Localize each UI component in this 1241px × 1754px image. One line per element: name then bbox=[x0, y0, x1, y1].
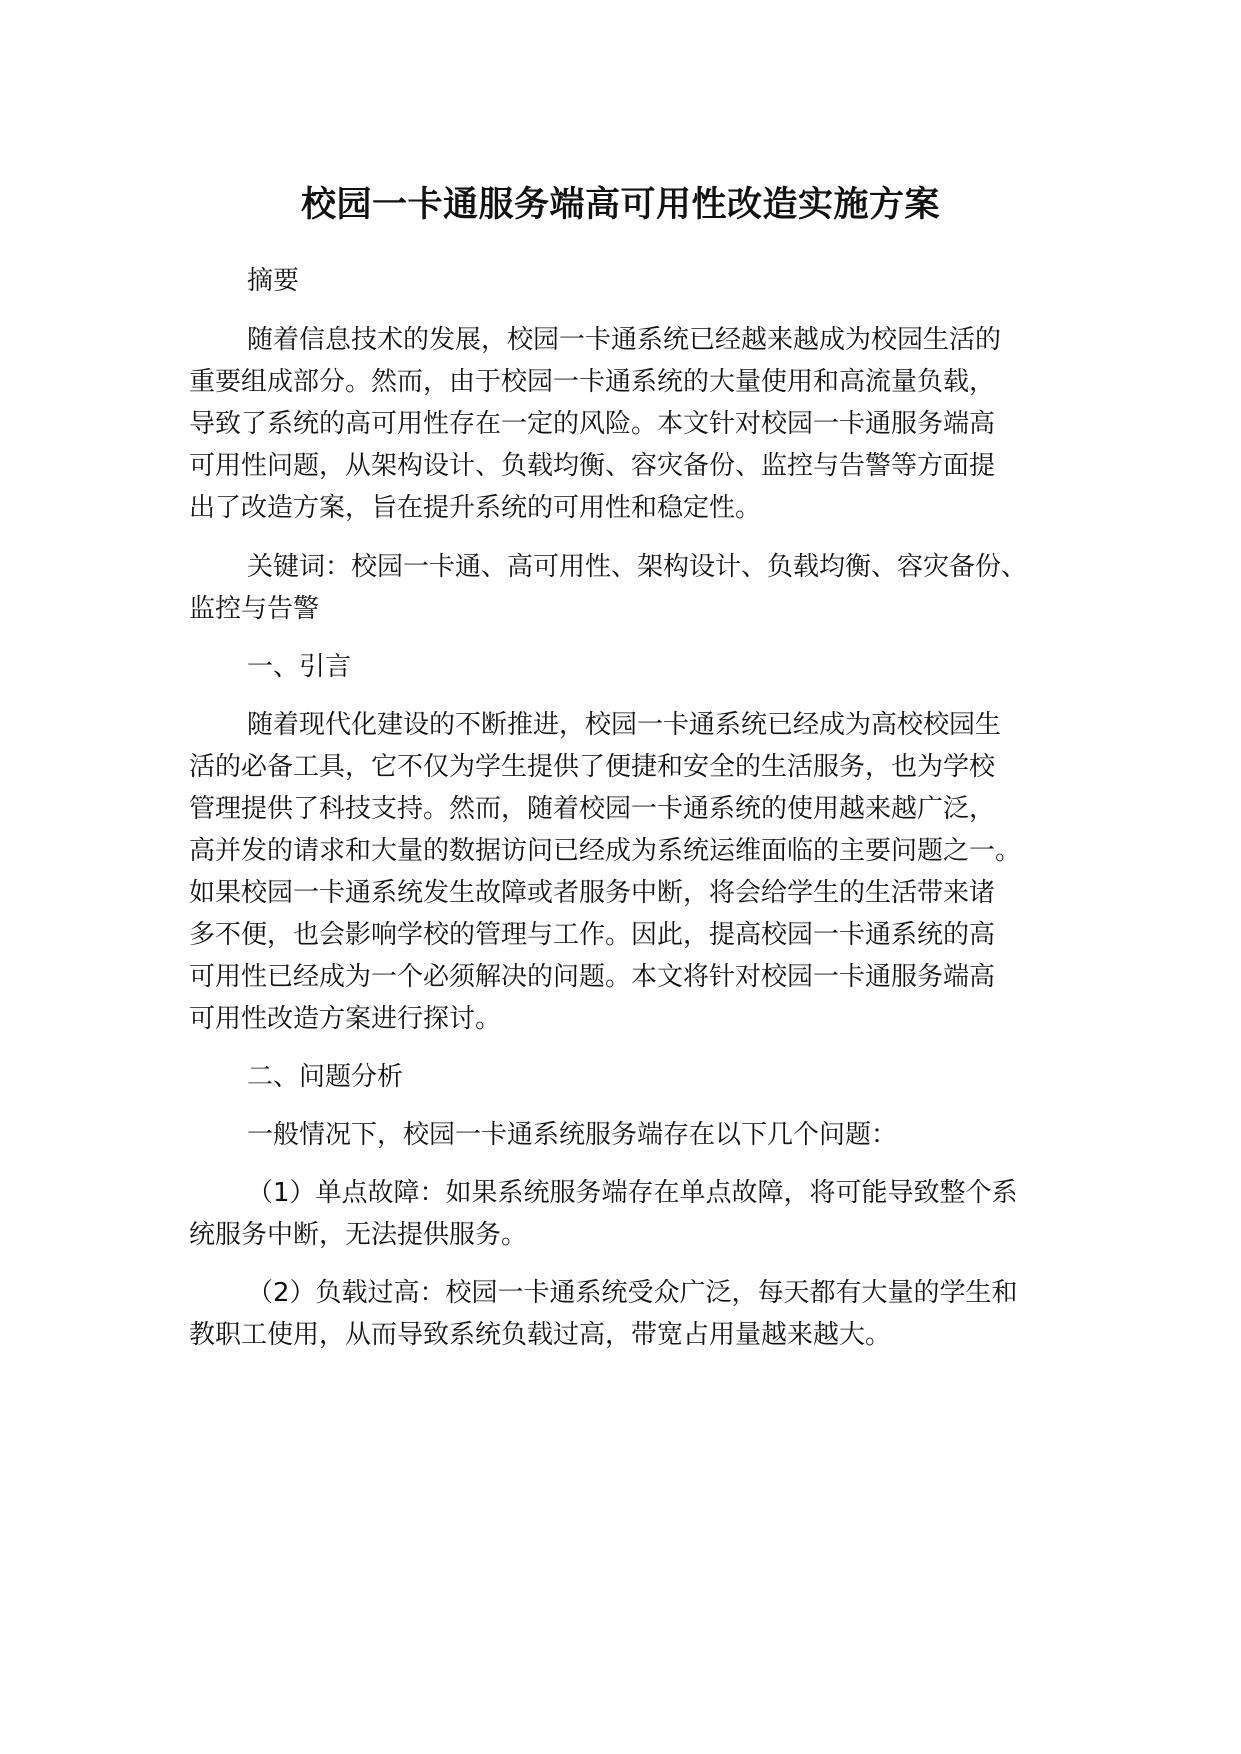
problem-analysis-intro: 一般情况下，校园一卡通系统服务端存在以下几个问题： bbox=[247, 1120, 898, 1150]
issue-high-load: 教职工使用，从而导致系统负载过高，带宽占用量越来越大。 bbox=[189, 1320, 892, 1350]
section-heading-problem-analysis: 二、问题分析 bbox=[247, 1062, 404, 1092]
issue-high-load: （2）负载过高：校园一卡通系统受众广泛，每天都有大量的学生和 bbox=[247, 1278, 1018, 1308]
introduction-line: 随着现代化建设的不断推进，校园一卡通系统已经成为高校校园生 bbox=[247, 710, 1002, 740]
introduction-line: 多不便，也会影响学校的管理与工作。因此，提高校园一卡通系统的高 bbox=[189, 920, 996, 950]
introduction-line: 如果校园一卡通系统发生故障或者服务中断，将会给学生的生活带来诸 bbox=[189, 878, 996, 908]
introduction-line: 高并发的请求和大量的数据访问已经成为系统运维面临的主要问题之一。 bbox=[189, 836, 1022, 866]
abstract-line: 重要组成部分。然而，由于校园一卡通系统的大量使用和高流量负载， bbox=[189, 367, 996, 397]
introduction-line: 活的必备工具，它不仅为学生提供了便捷和安全的生活服务，也为学校 bbox=[189, 752, 996, 782]
abstract-heading: 摘要 bbox=[247, 266, 300, 296]
issue-single-point-failure: 统服务中断，无法提供服务。 bbox=[189, 1220, 528, 1250]
introduction-line: 可用性改造方案进行探讨。 bbox=[189, 1004, 502, 1034]
document-title: 校园一卡通服务端高可用性改造实施方案 bbox=[300, 185, 940, 225]
section-heading-introduction: 一、引言 bbox=[247, 652, 352, 682]
keywords-line: 关键词：校园一卡通、高可用性、架构设计、负载均衡、容灾备份、 bbox=[247, 552, 1028, 582]
introduction-line: 管理提供了科技支持。然而，随着校园一卡通系统的使用越来越广泛， bbox=[189, 794, 996, 824]
abstract-line: 随着信息技术的发展，校园一卡通系统已经越来越成为校园生活的 bbox=[247, 325, 1002, 355]
abstract-line: 导致了系统的高可用性存在一定的风险。本文针对校园一卡通服务端高 bbox=[189, 409, 996, 439]
abstract-line: 出了改造方案，旨在提升系统的可用性和稳定性。 bbox=[189, 493, 762, 523]
abstract-line: 可用性问题，从架构设计、负载均衡、容灾备份、监控与告警等方面提 bbox=[189, 451, 996, 481]
introduction-line: 可用性已经成为一个必须解决的问题。本文将针对校园一卡通服务端高 bbox=[189, 962, 996, 992]
keywords-line: 监控与告警 bbox=[189, 594, 320, 624]
issue-single-point-failure: （1）单点故障：如果系统服务端存在单点故障，将可能导致整个系 bbox=[247, 1178, 1018, 1208]
